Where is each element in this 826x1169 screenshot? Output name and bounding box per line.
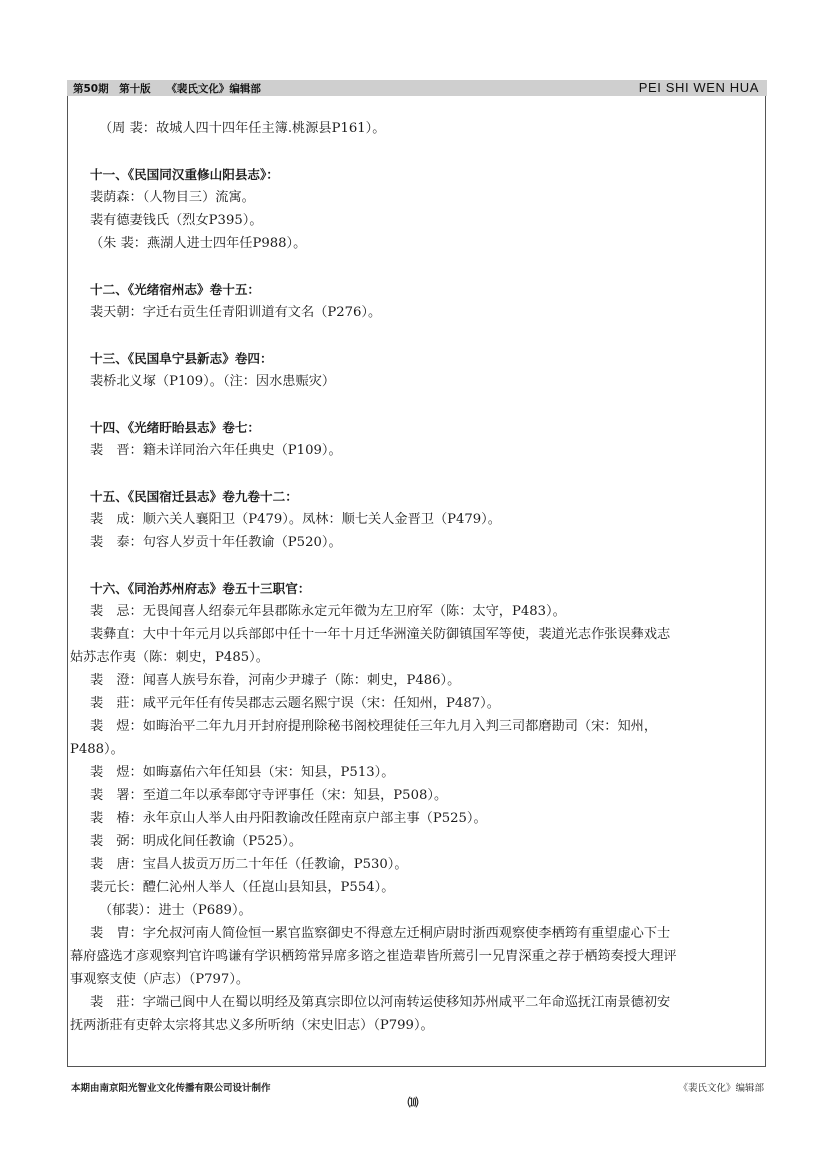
header-publication-name: PEI SHI WEN HUA	[638, 80, 759, 95]
text-line: 幕府盛选才彦观察判官许鸣谦有学识栖筠常异席多谘之崔造辈皆所蔫引一兄胄深重之荐于栖筠奏授大理评	[70, 949, 677, 964]
section-heading: 十四、《光绪盱眙县志》卷七：	[90, 420, 261, 435]
text-line: 裴 成：顺六关人襄阳卫（P479）。凤林：顺七关人金晋卫（P479）。	[90, 512, 501, 527]
text-line: 抚两浙莊有吏幹太宗将其忠义多所听纳（宋史旧志）（P799）。	[70, 1018, 434, 1033]
page-number: ⑽	[407, 1096, 419, 1109]
footer-editorial: 《裴氏文化》编辑部	[678, 1083, 764, 1094]
header-issue-info: 第50期 第十版 《裴氏文化》编辑部	[73, 83, 261, 95]
section-heading: 十五、《民国宿迁县志》卷九卷十二：	[90, 489, 298, 504]
section-heading: 十一、《民国同汉重修山阳县志》：	[90, 167, 279, 182]
text-line: 裴 弼：明成化间任教谕（P525）。	[90, 834, 303, 849]
section-gap	[90, 324, 750, 347]
text-line: （朱 裴：燕湖人进士四年任P988）。	[90, 236, 307, 251]
text-line: 裴元长：醴仁沁州人举人（任崑山县知县，P554）。	[90, 880, 395, 895]
document-body	[70, 117, 750, 1037]
text-line: 裴有德妻钱氏（烈女P395）。	[90, 213, 263, 228]
section-heading: 十三、《民国阜宁县新志》卷四：	[90, 351, 273, 366]
text-line: 裴 椿：永年京山人举人由丹阳教谕改任陞南京户部主事（P525）。	[90, 811, 487, 826]
text-line: 姑苏志作夷（陈：刺史，P485）。	[70, 650, 269, 665]
section-gap	[90, 554, 750, 577]
text-line: 事观察支使（庐志）（P797）。	[70, 972, 250, 987]
text-line: 裴彝直：大中十年元月以兵部郎中任十一年十月迁华洲潼关防御镇国军等使，裴道光志作张误彝戏志	[90, 627, 671, 642]
text-line: 裴 唐：宝昌人拔贡万历二十年任（任教谕，P530）。	[90, 857, 408, 872]
text-line: （周 裴：故城人四十四年任主簿.桃源县P161）。	[99, 121, 386, 136]
text-line: 裴 忌：无畏闻喜人绍泰元年县郡陈永定元年微为左卫府军（陈：太守，P483）。	[90, 604, 566, 619]
text-line: 裴 泰：句容人岁贡十年任教谕（P520）。	[90, 535, 342, 550]
section-heading: 十二、《光绪宿州志》卷十五：	[90, 282, 261, 297]
section-heading: 十六、《同治苏州府志》卷五十三职官：	[90, 581, 311, 596]
section-gap	[90, 462, 750, 485]
text-line: 裴 煜：如晦嘉佑六年任知县（宋：知县，P513）。	[90, 765, 395, 780]
header-bar	[67, 80, 767, 96]
section-gap	[90, 393, 750, 416]
text-line: 裴天朝：字迁右贡生任青阳训道有文名（P276）。	[90, 305, 382, 320]
text-line: 裴 莊：字端己阆中人在蜀以明经及第真宗即位以河南转运使移知苏州咸平二年命巡抚江南景德初安	[90, 995, 671, 1010]
text-line: 裴 胄：字允叔河南人简俭恒一累官监察御史不得意左迁桐庐尉时浙西观察使李栖筠有重望虚心下士	[90, 926, 671, 941]
text-line: 裴荫森：（人物目三）流寓。	[90, 190, 255, 205]
text-line: 裴 莊：咸平元年任有传吴郡志云题名熙宁误（宋：任知州，P487）。	[90, 696, 500, 711]
text-line: 裴桥北义塚（P109）。（注：因水患赈灾）	[90, 374, 336, 389]
text-line: 裴 署：至道二年以承奉郎守寺评事任（宋：知县，P508）。	[90, 788, 448, 803]
section-gap	[90, 255, 750, 278]
text-line: （郁裴）：进士（P689）。	[99, 903, 252, 918]
text-line: P488）。	[70, 742, 124, 757]
footer-credit: 本期由南京阳光智业文化传播有限公司设计制作	[71, 1083, 271, 1094]
text-line: 裴 晋：籍未详同治六年任典史（P109）。	[90, 443, 342, 458]
text-line: 裴 煜：如晦治平二年九月开封府提刑除秘书阁校理徒任三年九月入判三司都磨勘司（宋：知州，	[90, 719, 658, 734]
section-gap	[90, 140, 750, 163]
text-line: 裴 澄：闻喜人族号东眷，河南少尹璩子（陈：刺史，P486）。	[90, 673, 461, 688]
